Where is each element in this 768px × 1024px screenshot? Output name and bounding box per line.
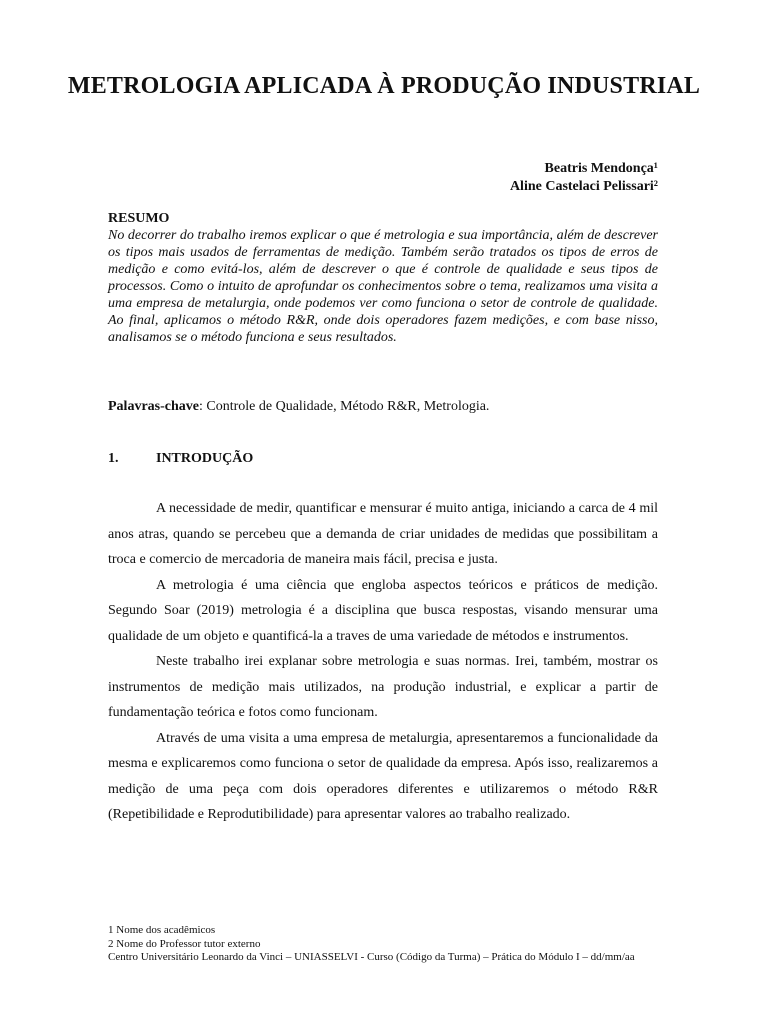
- abstract-heading: RESUMO: [108, 211, 170, 226]
- body-paragraph: A metrologia é uma ciência que engloba aspectos teóricos e práticos de medição. Segundo Soar (2019) metrologia é a disciplina que busca respostas, visando mensurar uma qualidade de um objeto e quantificá-la a traves de uma variedade de métodos e instrumentos.: [108, 577, 658, 644]
- footnote: 2 Nome do Professor tutor externo: [108, 937, 261, 950]
- document-title: METROLOGIA APLICADA À PRODUÇÃO INDUSTRIAL: [67, 73, 701, 99]
- body-paragraph: A necessidade de medir, quantificar e mensurar é muito antiga, iniciando a carca de 4 mil anos atras, quando se percebeu que a demanda de criar unidades de medidas que possibilitam a troca e comercio de mercadoria de maneira mais fácil, precisa e justa.: [108, 501, 658, 567]
- body-paragraph: Neste trabalho irei explanar sobre metrologia e suas normas. Irei, também, mostrar os instrumentos de medição mais utilizados, na produção industrial, e explicar a partir de fundamentação teórica e fotos como funcionam.: [108, 654, 658, 720]
- body-paragraph: Através de uma visita a uma empresa de metalurgia, apresentaremos a funcionalidade da mesma e explicaremos como funciona o setor de qualidade da empresa. Após isso, realizaremos a medição de uma peça com dois operadores diferentes e utilizaremos o método R&R (Repetibilidade e Reprodutibilidade) para apresentar valores ao trabalho realizado.: [108, 730, 658, 822]
- keywords-label: Palavras-chave: [108, 399, 199, 414]
- section-title: INTRODUÇÃO: [156, 451, 254, 466]
- abstract-text: No decorrer do trabalho iremos explicar o que é metrologia e sua importância, além de descrever os tipos mais usados de ferramentas de medição. Também serão tratados os tipos de erros de medição e como evitá-los, além de descrever o que é controle de qualidade e seus tipos de processos. Como o intuito de aprofundar os conhecimentos sobre o tema, realizamos uma visita a uma empresa de metalurgia, onde podemos ver como funciona o setor de controle de qualidade. Ao final, aplicamos o método R&R, onde dois operadores fazem medições, e com base nisso, analisamos se o método funciona e seus resultados.: [108, 228, 658, 345]
- author-name: Aline Castelaci Pelissari²: [509, 179, 658, 194]
- author-name: Beatris Mendonça¹: [544, 161, 658, 176]
- abstract-section: [108, 210, 658, 346]
- author-list: [510, 160, 658, 196]
- section-number: 1.: [108, 451, 119, 466]
- keywords-value: : Controle de Qualidade, Método R&R, Metrologia.: [198, 399, 490, 414]
- section-heading: [108, 450, 253, 468]
- footnote: Centro Universitário Leonardo da Vinci – UNIASSELVI - Curso (Código da Turma) – Prática do Módulo I – dd/mm/aa: [108, 951, 635, 963]
- introduction-body: [108, 496, 658, 828]
- keywords-line: [108, 398, 658, 416]
- footnote: 1 Nome dos acadêmicos: [108, 924, 216, 936]
- footnotes: [108, 924, 663, 965]
